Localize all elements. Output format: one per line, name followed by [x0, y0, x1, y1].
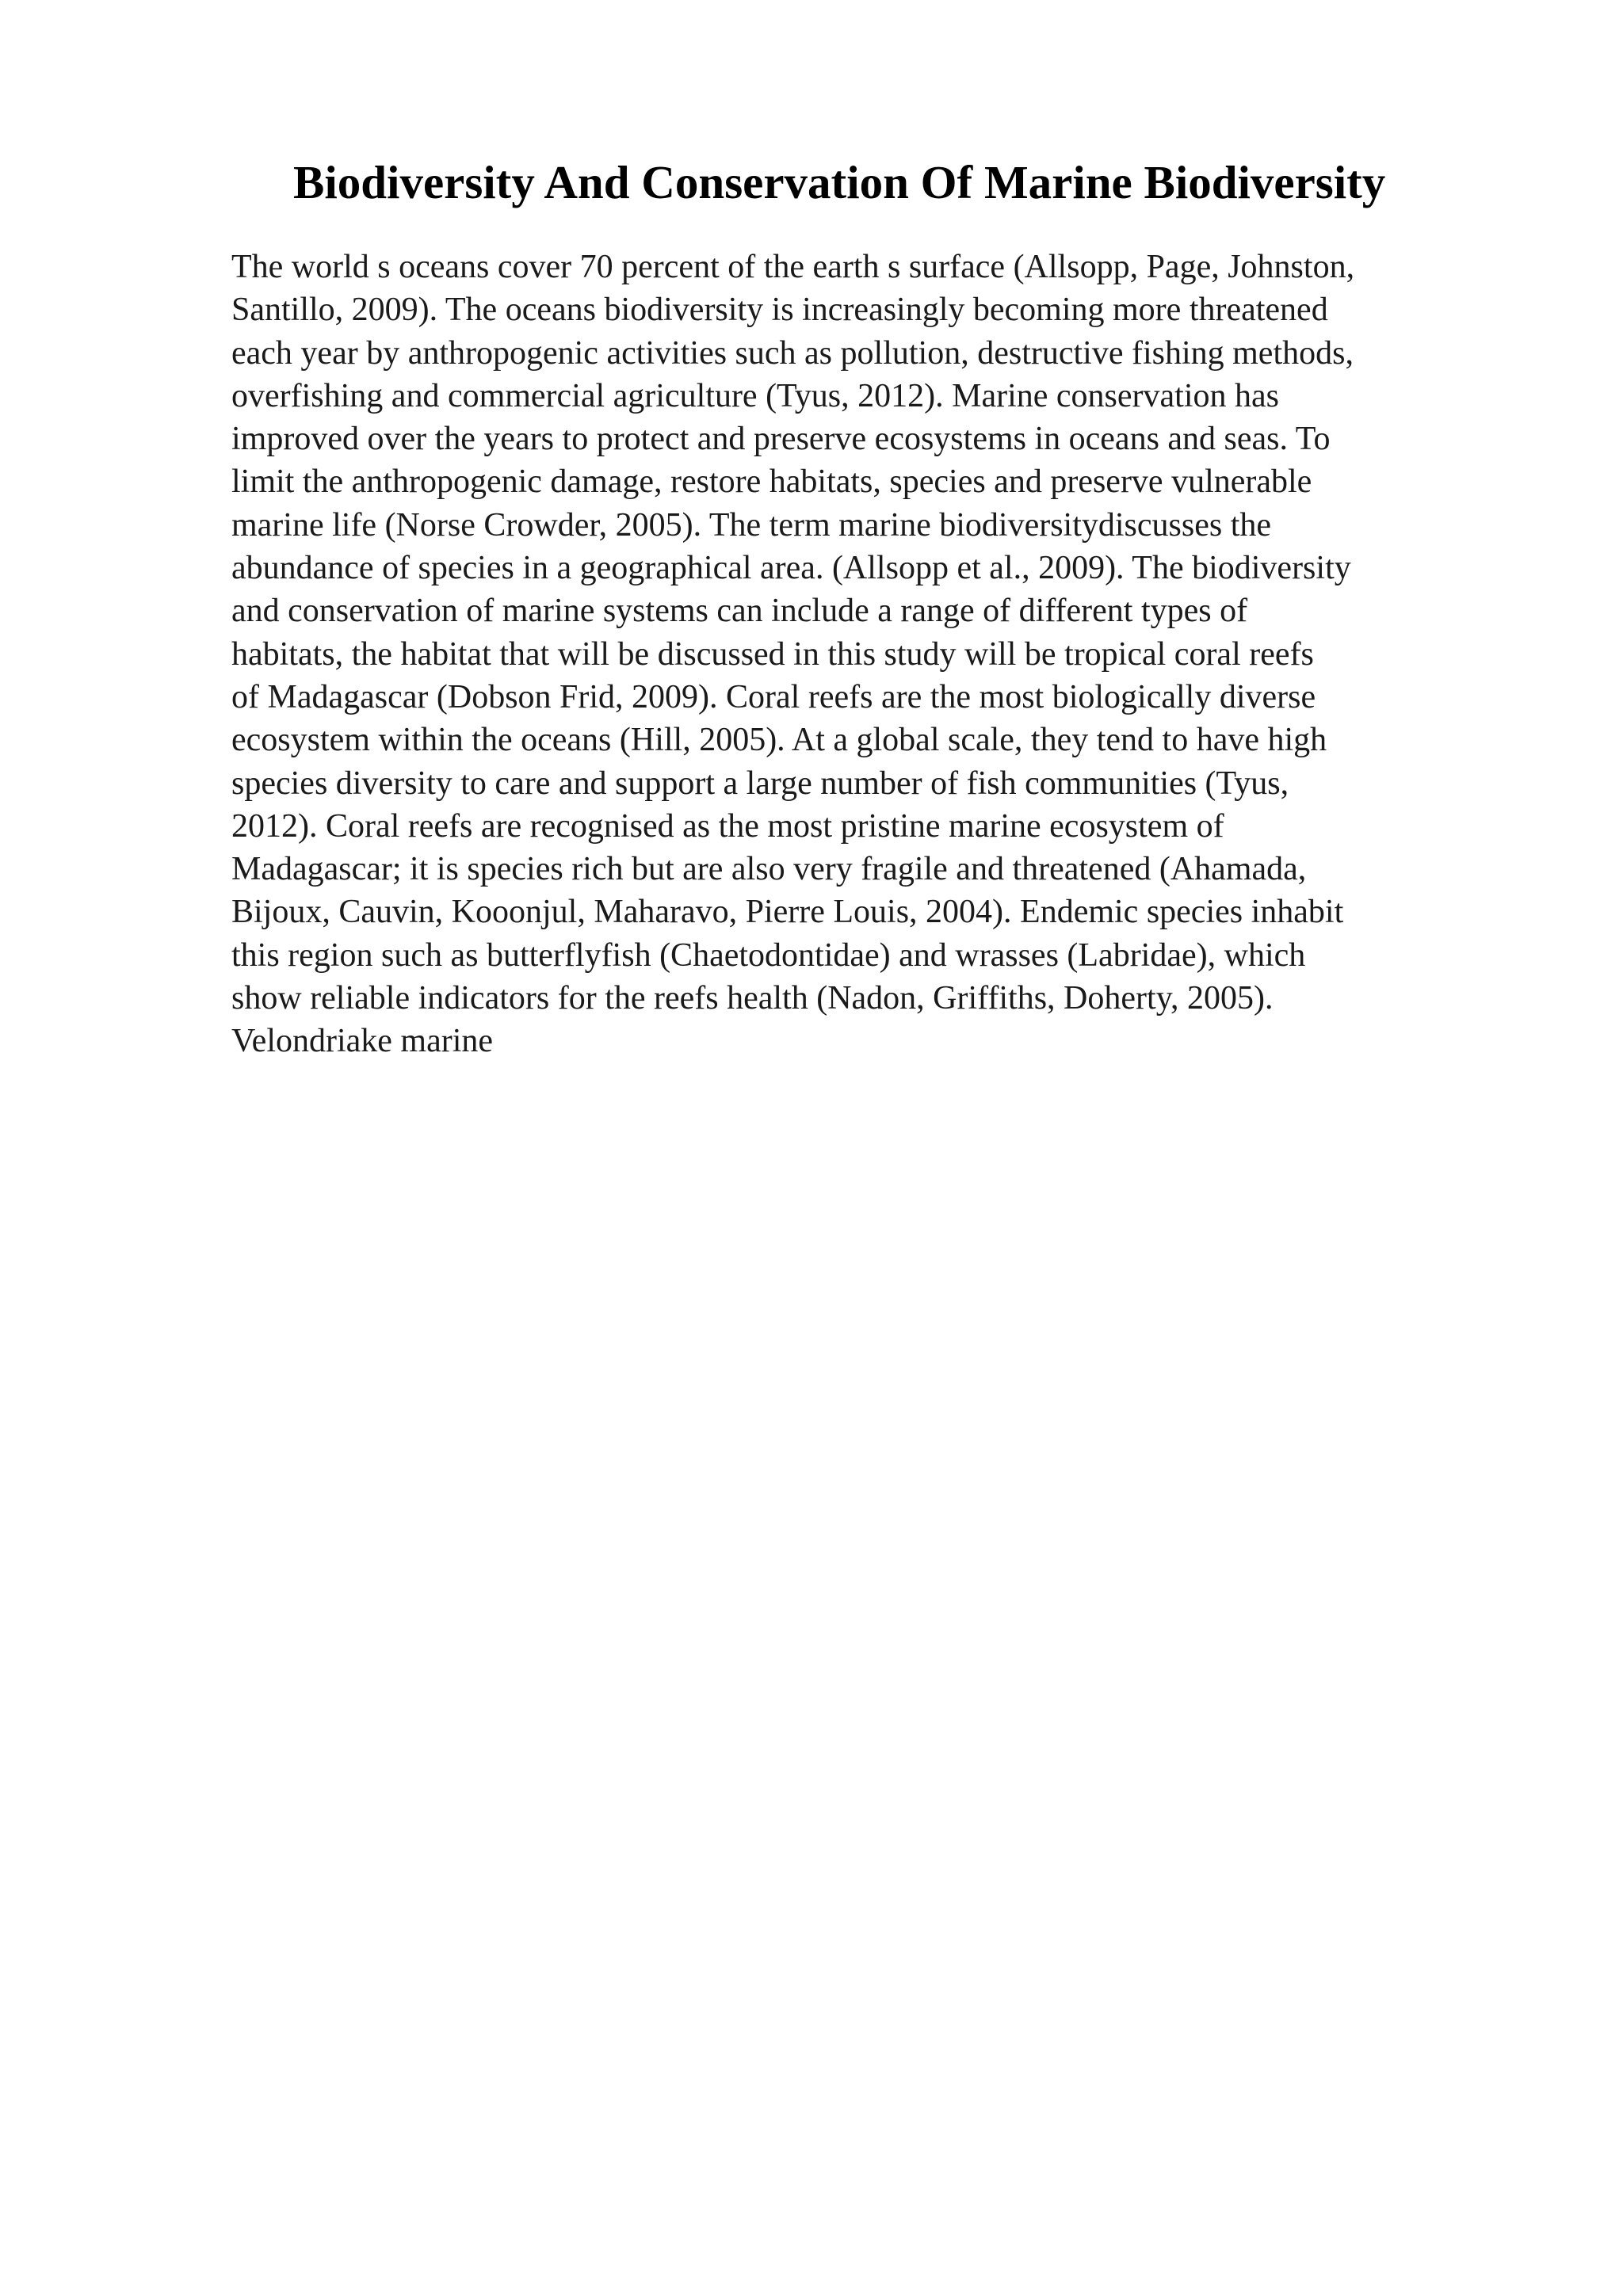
- text-line: Santillo, 2009). The oceans biodiversity is increasingly becoming more threatened: [231, 292, 1328, 329]
- text-line: overfishing and commercial agriculture (Tyus, 2012). Marine conservation has: [231, 377, 1279, 414]
- text-line: marine life (Norse Crowder, 2005). The term marine biodiversitydiscusses the: [231, 506, 1272, 543]
- text-line: habitats, the habitat that will be discussed in this study will be tropical coral reefs: [231, 635, 1314, 673]
- text-line: limit the anthropogenic damage, restore habitats, species and preserve vulnerable: [231, 463, 1312, 501]
- text-line: and conservation of marine systems can include a range of different types of: [231, 593, 1248, 630]
- text-line: each year by anthropogenic activities such as pollution, destructive fishing methods,: [231, 334, 1354, 372]
- text-line: ecosystem within the oceans (Hill, 2005). At a global scale, they tend to have high: [231, 722, 1327, 759]
- text-line: abundance of species in a geographical area. (Allsopp et al., 2009). The biodiversity: [231, 550, 1351, 587]
- body-paragraph: [231, 246, 1579, 1063]
- document-title: Biodiversity And Conservation Of Marine Biodiversity: [293, 156, 1386, 208]
- text-line: of Madagascar (Dobson Frid, 2009). Coral reefs are the most biologically diverse: [231, 678, 1316, 715]
- text-line: species diversity to care and support a large number of fish communities (Tyus,: [231, 765, 1289, 802]
- text-line: show reliable indicators for the reefs health (Nadon, Griffiths, Doherty, 2005).: [231, 980, 1274, 1017]
- text-line: Madagascar; it is species rich but are also very fragile and threatened (Ahamada,: [231, 851, 1307, 888]
- text-line: Velondriake marine: [231, 1023, 494, 1060]
- text-line: improved over the years to protect and preserve ecosystems in oceans and seas. To: [231, 421, 1331, 458]
- text-line: this region such as butterflyfish (Chaetodontidae) and wrasses (Labridae), which: [231, 936, 1306, 974]
- text-line: Bijoux, Cauvin, Kooonjul, Maharavo, Pierre Louis, 2004). Endemic species inhabit: [231, 894, 1344, 931]
- text-line: The world s oceans cover 70 percent of the earth s surface (Allsopp, Page, Johnston,: [231, 249, 1355, 285]
- text-line: 2012). Coral reefs are recognised as the most pristine marine ecosystem of: [231, 807, 1224, 845]
